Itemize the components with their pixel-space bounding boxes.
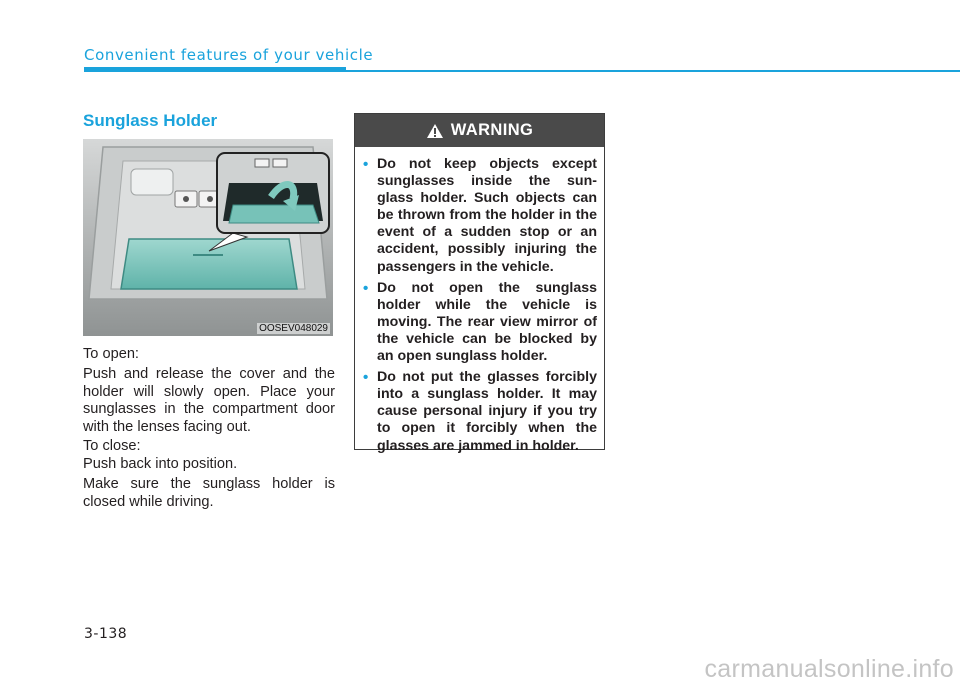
- section-title: Sunglass Holder: [83, 111, 218, 130]
- header-rule-accent: [84, 67, 346, 72]
- warning-item: • Do not keep objects except sunglasses inside the sun- glass holder. Such objects can be thrown from the holder in the event of a sudden stop or an accident, possibly injuring the passengers in the vehicle.: [363, 156, 597, 275]
- warning-list: [355, 147, 604, 455]
- header-rule: [346, 70, 960, 72]
- warning-header: [355, 114, 604, 147]
- instruction-close-text: Push back into position.: [83, 456, 238, 472]
- warning-box: [354, 113, 605, 454]
- page-number: 3-138: [84, 626, 128, 642]
- instruction-open-label: To open:: [83, 346, 139, 362]
- instruction-close-label: To close:: [83, 438, 141, 454]
- warning-triangle-icon: [426, 123, 444, 139]
- instruction-note: Make sure the sunglass holder is closed while driving.: [83, 476, 335, 510]
- warning-item: • Do not put the glasses forcibly into a sunglass holder. It may cause personal injury if you try to open it forcibly when the glasses are jammed in holder.: [363, 369, 597, 454]
- warning-heading: WARNING: [450, 121, 534, 139]
- sunglass-holder-illustration: [83, 139, 333, 336]
- watermark: carmanualsonline.info: [704, 655, 954, 683]
- figure-code: OOSEV048029: [259, 323, 328, 334]
- instruction-open-text: Push and release the cover and the holder will slowly open. Place your sunglasses in the compartment door with the lenses facing out.: [83, 366, 335, 435]
- warning-item: • Do not open the sunglass holder while the vehicle is moving. The rear view mirror of the vehicle can be blocked by an open sunglass holder.: [363, 279, 597, 365]
- running-header: Convenient features of your vehicle: [84, 46, 374, 64]
